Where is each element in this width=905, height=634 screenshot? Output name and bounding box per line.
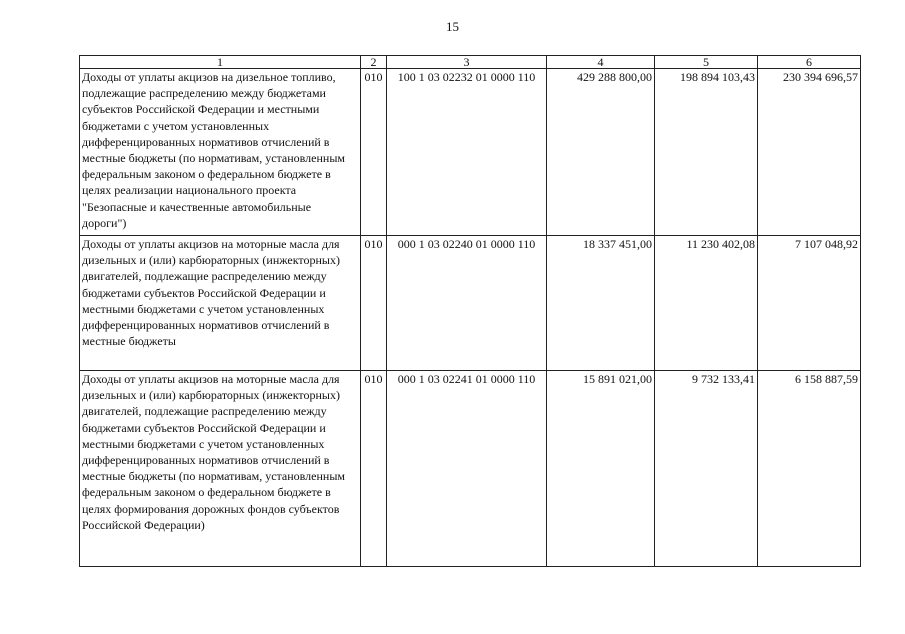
budget-revenue-table (79, 55, 861, 567)
income-code-cell: 000 1 03 02240 01 0000 110 (387, 236, 547, 371)
column-header-1: 1 (80, 56, 361, 69)
amount-col6-cell: 230 394 696,57 (758, 69, 861, 236)
amount-col4-cell: 15 891 021,00 (547, 371, 655, 567)
column-header-2: 2 (361, 56, 387, 69)
amount-col6-cell: 7 107 048,92 (758, 236, 861, 371)
line-code-cell: 010 (361, 236, 387, 371)
amount-col4-cell: 429 288 800,00 (547, 69, 655, 236)
table-row (80, 371, 861, 567)
column-header-5: 5 (655, 56, 758, 69)
column-header-6: 6 (758, 56, 861, 69)
row-name-cell: Доходы от уплаты акцизов на дизельное топливо, подлежащие распределению между бюджетами субъектов Российской Федерации и местными бюджетами с учетом установленных дифференцированных нормативов отчислений в местные бюджеты (по нормативам, установленным федеральным законом о федеральном бюджете в целях реализации национального проекта "Безопасные и качественные автомобильные дороги") (80, 69, 361, 236)
amount-col4-cell: 18 337 451,00 (547, 236, 655, 371)
table-row (80, 69, 861, 236)
line-code-cell: 010 (361, 69, 387, 236)
page-number: 15 (446, 19, 459, 34)
amount-col5-cell: 9 732 133,41 (655, 371, 758, 567)
line-code-cell: 010 (361, 371, 387, 567)
column-header-3: 3 (387, 56, 547, 69)
row-name-cell: Доходы от уплаты акцизов на моторные масла для дизельных и (или) карбюраторных (инжекторных) двигателей, подлежащие распределению между бюджетами субъектов Российской Федерации и местными бюджетами с учетом установленных дифференцированных нормативов отчислений в местные бюджеты (по нормативам, установленным федеральным законом о федеральном бюджете в целях формирования дорожных фондов субъектов Российской Федерации) (80, 371, 361, 567)
table-header-row (80, 56, 861, 69)
income-code-cell: 100 1 03 02232 01 0000 110 (387, 69, 547, 236)
income-code-cell: 000 1 03 02241 01 0000 110 (387, 371, 547, 567)
row-name-cell: Доходы от уплаты акцизов на моторные масла для дизельных и (или) карбюраторных (инжекторных) двигателей, подлежащие распределению между бюджетами субъектов Российской Федерации и местными бюджетами с учетом установленных дифференцированных нормативов отчислений в местные бюджеты (80, 236, 361, 371)
table-row (80, 236, 861, 371)
amount-col5-cell: 198 894 103,43 (655, 69, 758, 236)
amount-col6-cell: 6 158 887,59 (758, 371, 861, 567)
column-header-4: 4 (547, 56, 655, 69)
amount-col5-cell: 11 230 402,08 (655, 236, 758, 371)
